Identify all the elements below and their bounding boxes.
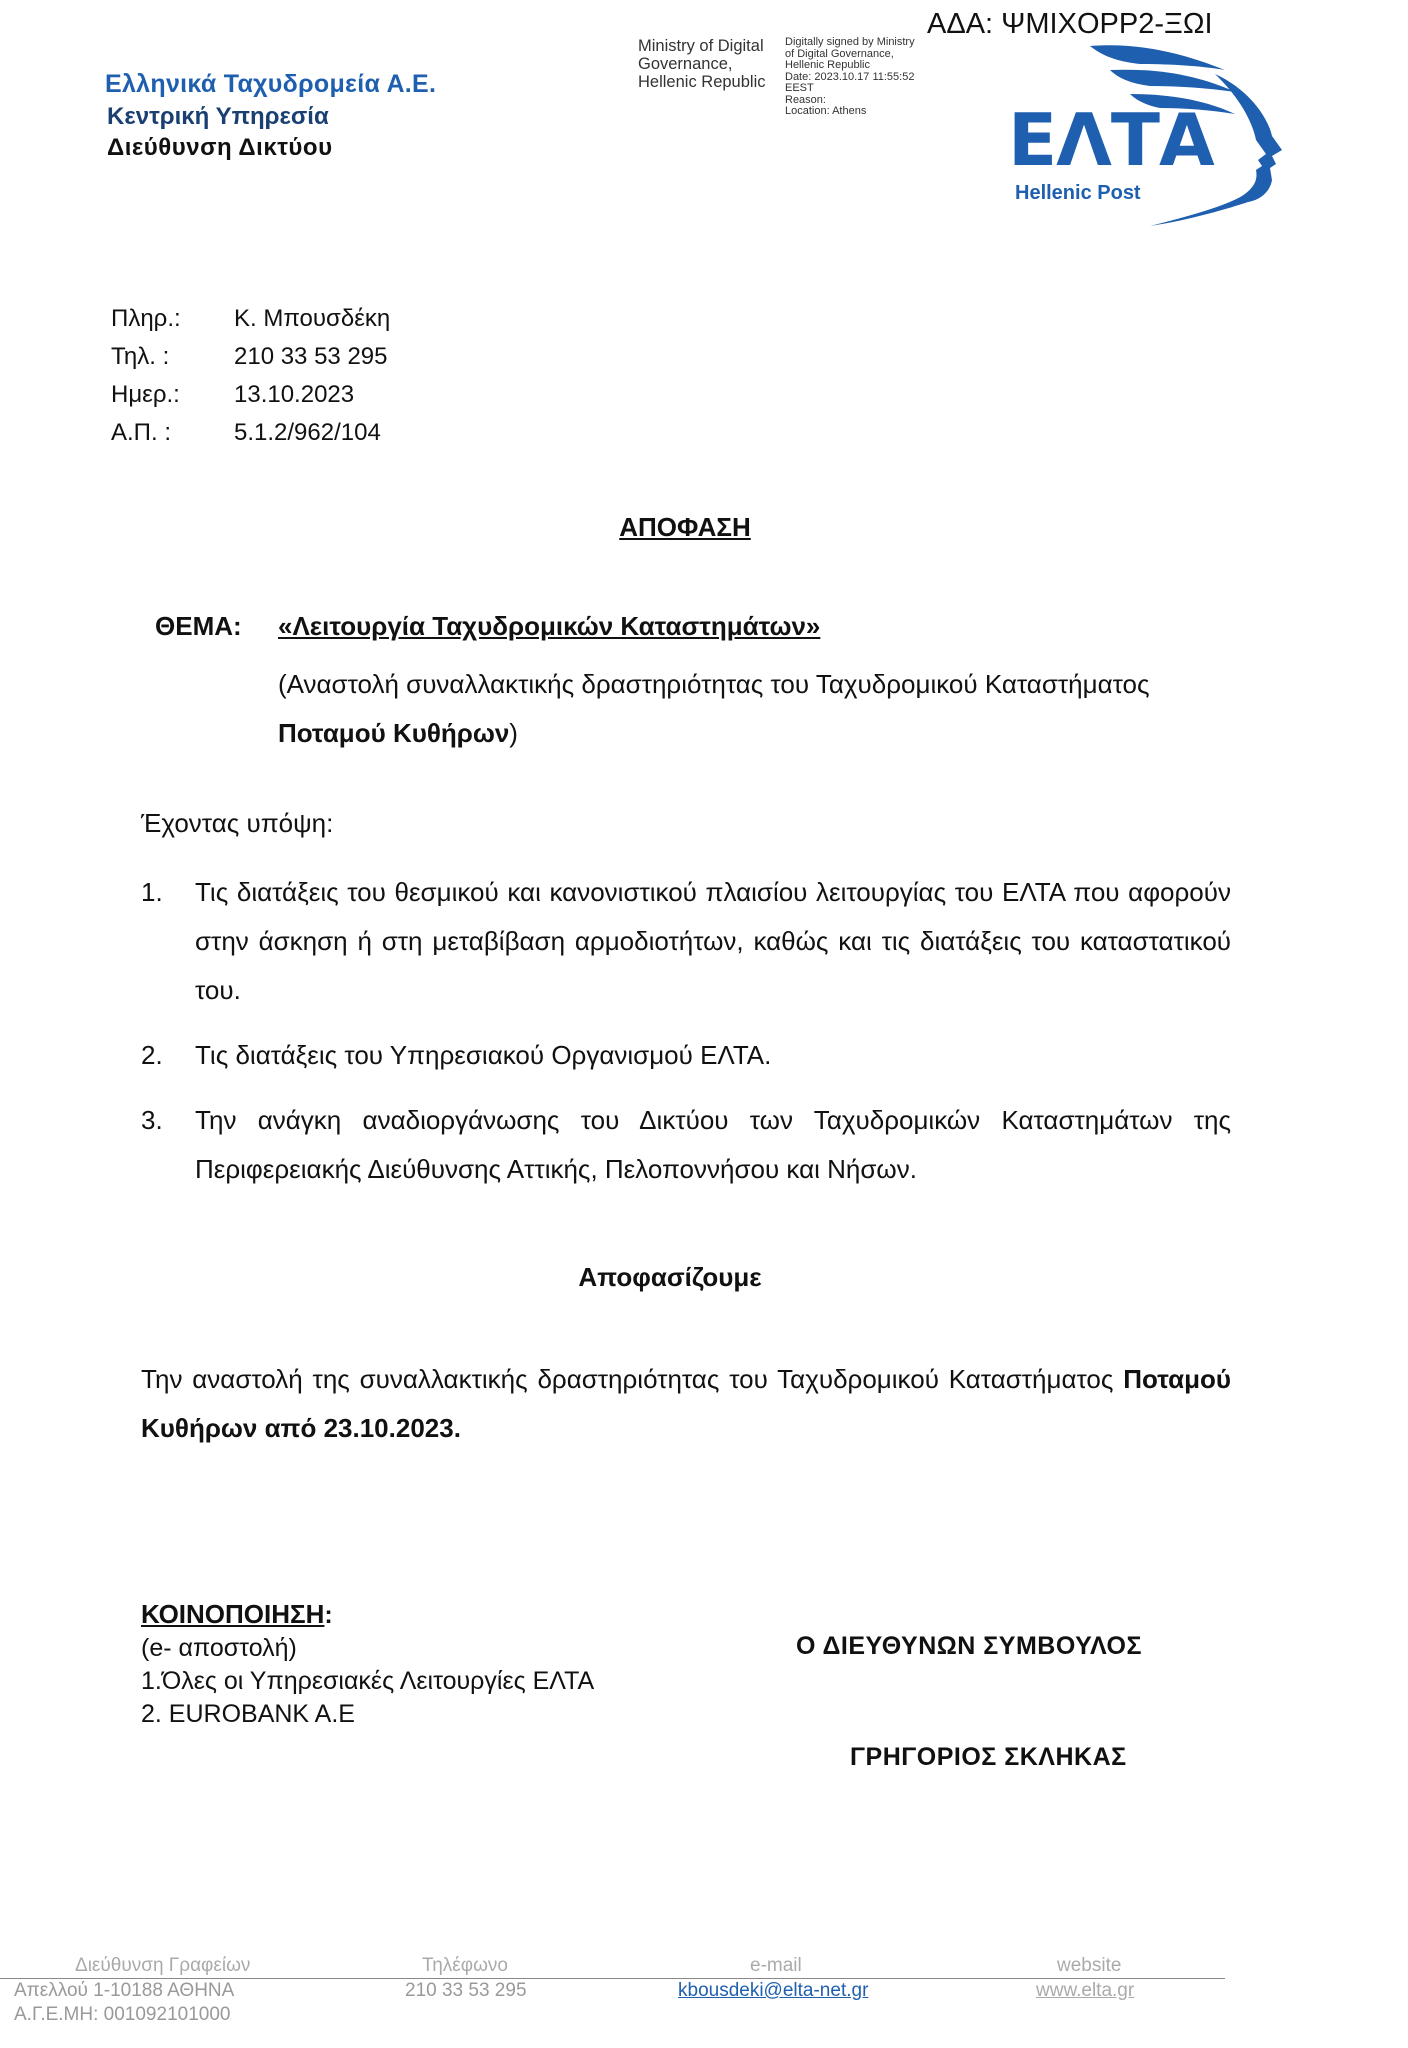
logo-subtext: Hellenic Post [1015,182,1141,204]
subject-description-end: ) [509,718,518,748]
info-row [111,414,390,452]
logo-wordmark: ΕΛΤΑ [1008,98,1214,182]
info-label: Α.Π. : [111,419,172,446]
list-item-number: 1. [141,877,163,907]
footer-divider [0,1978,1225,1979]
digital-signature-signer: Ministry of Digital Governance, Hellenic Republic [638,37,766,91]
org-name: Ελληνικά Ταχυδρομεία Α.Ε. [105,70,437,98]
decision-body: Την αναστολή της συναλλακτικής δραστηριότητας του Ταχυδρομικού Καταστήματος [141,1364,1124,1394]
subject-description-text: (Αναστολή συναλλακτικής δραστηριότητας του Ταχυδρομικού Καταστήματος [278,669,1150,699]
info-value: 5.1.2/962/104 [234,419,381,446]
footer-address-line: Απελλού 1-10188 ΑΘΗΝΑ [14,1980,235,2001]
list-item-text: Τις διατάξεις του Υπηρεσιακού Οργανισμού ΕΛΤΑ. [195,1040,772,1070]
signature-detail-line: Date: 2023.10.17 11:55:52 [785,70,915,83]
signature-detail-line: Location: Athens [785,105,867,117]
footer-phone-value: 210 33 53 295 [405,1980,527,2001]
subject-title: «Λειτουργία Ταχυδρομικών Καταστημάτων» [278,611,821,641]
signatory-name: ΓΡΗΓΟΡΙΟΣ ΣΚΛΗΚΑΣ [850,1743,1127,1771]
list-item [141,1096,1231,1194]
footer-phone-label: Τηλέφωνο [422,1955,508,1976]
footer-website-link[interactable]: www.elta.gr [1036,1980,1135,2001]
considerations-intro: Έχοντας υπόψη: [141,808,334,838]
list-item-text: Την ανάγκη αναδιοργάνωσης του Δικτύου των Ταχυδρομικών Καταστημάτων της Περιφερειακής Διεύθυνσης Αττικής, Πελοποννήσου και Νήσων. [195,1105,1231,1184]
distribution-colon: : [324,1601,333,1629]
decision-effective: Ποταμού Κυθήρων από 23.10.2023. [141,1364,1231,1443]
subject-description [278,660,1238,758]
list-item [141,1031,1231,1080]
digital-signature-details [785,37,935,118]
distribution-line: 1.Όλες οι Υπηρεσιακές Λειτουργίες ΕΛΤΑ [141,1667,595,1695]
info-row [111,338,390,376]
list-item-number: 3. [141,1105,163,1135]
signature-detail-line: Hellenic Republic [785,59,870,71]
distribution-line: (e- αποστολή) [141,1634,297,1662]
decision-text [141,1355,1231,1453]
signature-detail-line: of Digital Governance, [785,47,894,60]
signature-detail-line: Reason: [785,93,826,106]
info-label: Ημερ.: [111,381,180,408]
subject-store-name: Ποταμού Κυθήρων [278,718,510,748]
considerations-list [141,868,1231,1210]
subject-label: ΘΕΜΑ: [155,611,242,641]
org-unit: Κεντρική Υπηρεσία [107,103,329,130]
distribution-block [141,1598,594,1731]
ada-code: ΑΔΑ: ΨΜΙΧΟΡΡ2-ΞΩΙ [927,8,1213,40]
info-value: 210 33 53 295 [234,343,388,370]
footer-email-label: e-mail [750,1955,802,1976]
reference-info [111,300,390,452]
list-item-text: Τις διατάξεις του θεσμικού και κανονιστικού πλαισίου λειτουργίας του ΕΛΤΑ που αφορούν στην άσκηση ή στη μεταβίβαση αρμοδιοτήτων, καθώς και τις διατάξεις του καταστατικού του. [195,877,1231,1005]
org-department: Διεύθυνση Δικτύου [107,134,333,161]
decision-heading: Αποφασίζουμε [578,1262,762,1292]
list-item [141,868,1231,1015]
distribution-heading: ΚΟΙΝΟΠΟΙΗΣΗ [141,1599,325,1629]
info-value: Κ. Μπουσδέκη [234,305,391,332]
document-title: ΑΠΟΦΑΣΗ [619,512,751,542]
footer-website-label: website [1057,1955,1122,1976]
distribution-line: 2. EUROBANK A.E [141,1700,355,1728]
elta-logo [1010,40,1310,230]
signature-detail-line: EEST [785,82,814,94]
info-label: Πληρ.: [111,305,181,332]
footer-email-link[interactable]: kbousdeki@elta-net.gr [678,1980,869,2001]
list-item-number: 2. [141,1040,163,1070]
signature-detail-line: Digitally signed by Ministry [785,36,915,48]
info-row [111,300,390,338]
info-label: Τηλ. : [111,343,170,370]
info-value: 13.10.2023 [234,381,355,408]
signatory-title: Ο ΔΙΕΥΘΥΝΩΝ ΣΥΜΒΟΥΛΟΣ [796,1632,1142,1660]
footer-registry-line: Α.Γ.Ε.ΜΗ: 001092101000 [14,2004,231,2025]
footer-address-label: Διεύθυνση Γραφείων [75,1955,251,1976]
info-row [111,376,390,414]
